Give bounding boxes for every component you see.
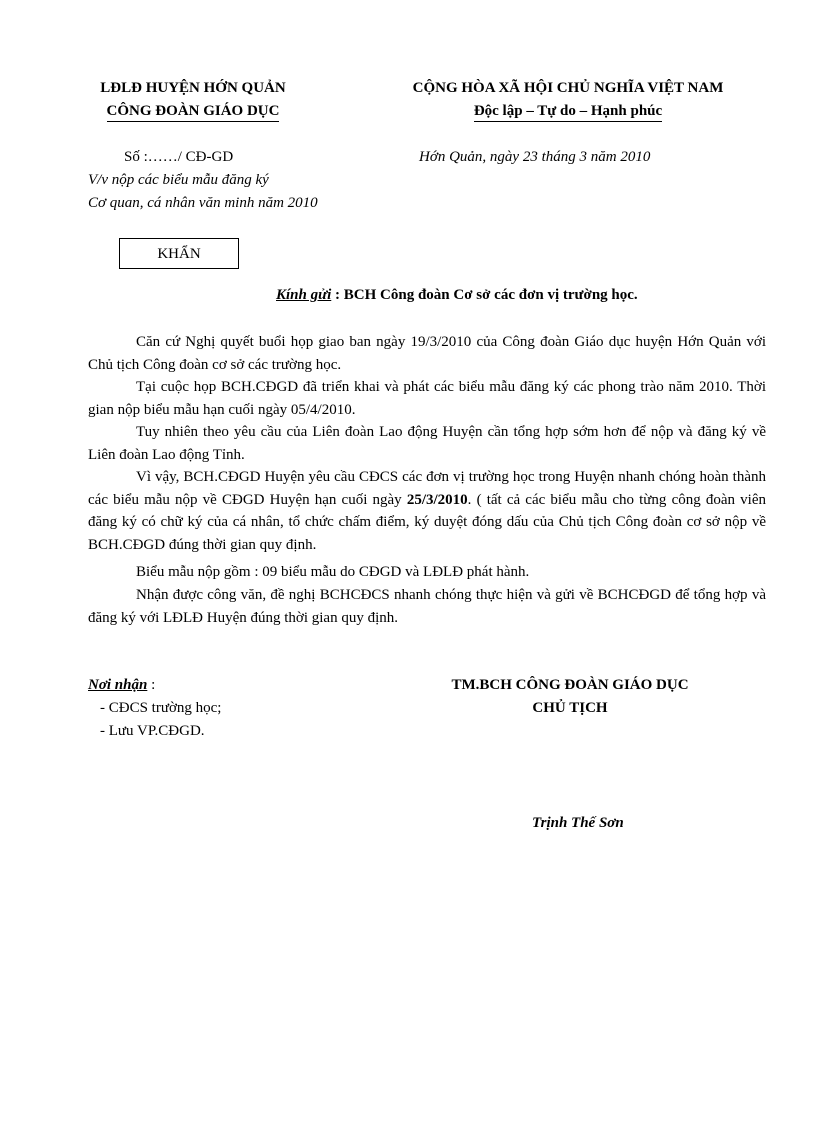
body-paragraph-5: Biểu mẫu nộp gồm : 09 biểu mẫu do CĐGD và LĐLĐ phát hành. — [136, 564, 530, 580]
national-title: CỘNG HÒA XÃ HỘI CHỦ NGHĨA VIỆT NAM — [412, 80, 724, 96]
body-paragraph-4-start: Vì vậy, BCH.CĐGD Huyện yêu cầu CĐCS các đơn vị trường học trong Huyện nhanh chóng hoàn thành các biểu mẫu nộp về CĐGD Huyện hạn cuối ngày — [88, 469, 766, 508]
issuer-org: LĐLĐ HUYỆN HỚN QUẢN — [100, 80, 286, 96]
issuer-suborg — [62, 103, 324, 122]
urgent-label: KHẨN — [157, 246, 201, 262]
place-date: Hớn Quản, ngày 23 tháng 3 năm 2010 — [419, 149, 651, 165]
deadline-date: 25/3/2010 — [406, 491, 468, 508]
subject-line-2: Cơ quan, cá nhân văn minh năm 2010 — [88, 195, 318, 211]
document-number: Số :……/ CĐ-GD — [124, 149, 234, 165]
greeting-text: : BCH Công đoàn Cơ sở các đơn vị trường học. — [331, 287, 638, 303]
signer-name: Trịnh Thế Sơn — [532, 815, 624, 831]
urgent-box — [119, 238, 239, 269]
greeting-label: Kính gửi — [276, 287, 332, 303]
recipient-item: - CĐCS trường học; — [100, 700, 222, 716]
body-paragraph-4-end: . ( tất cả các biểu mẫu cho từng công đoàn viên đăng ký có chữ ký của cá nhân, tổ chức chấm điểm, ký duyệt đóng dấu của Chủ tịch Công đoàn cơ sở nộp về BCH.CĐGD đúng thời gian quy định. — [88, 491, 766, 553]
national-motto — [360, 103, 776, 122]
body-paragraph-3: Tuy nhiên theo yêu cầu của Liên đoàn Lao động Huyện cần tổng hợp sớm hơn để nộp và đăng ký về Liên đoàn Lao động Tỉnh. — [88, 424, 766, 463]
national-motto-text: Độc lập – Tự do – Hạnh phúc — [474, 103, 662, 122]
signature-title: CHỦ TỊCH — [532, 700, 608, 716]
body-paragraph-4 — [88, 466, 766, 556]
signature-org: TM.BCH CÔNG ĐOÀN GIÁO DỤC — [451, 677, 689, 693]
body-paragraph-6: Nhận được công văn, đề nghị BCHCĐCS nhanh chóng thực hiện và gửi về BCHCĐGD để tổng hợp và đăng ký với LĐLĐ Huyện đúng thời gian quy định. — [88, 587, 766, 626]
subject-line-1: V/v nộp các biểu mẫu đăng ký — [88, 172, 269, 188]
recipients-colon: : — [147, 677, 156, 693]
recipient-item: - Lưu VP.CĐGD. — [100, 723, 205, 739]
body-paragraph-1: Căn cứ Nghị quyết buổi họp giao ban ngày 19/3/2010 của Công đoàn Giáo dục huyện Hớn Quản với Chủ tịch Công đoàn cơ sở các trường học. — [88, 334, 766, 373]
recipients-label: Nơi nhận — [88, 677, 148, 693]
recipients-heading — [88, 677, 155, 694]
greeting — [276, 287, 638, 304]
body-paragraph-2: Tại cuộc họp BCH.CĐGD đã triển khai và phát các biểu mẫu đăng ký các phong trào năm 2010. Thời gian nộp biểu mẫu hạn cuối ngày 05/4/2010. — [88, 379, 766, 418]
issuer-suborg-text: CÔNG ĐOÀN GIÁO DỤC — [107, 103, 280, 122]
